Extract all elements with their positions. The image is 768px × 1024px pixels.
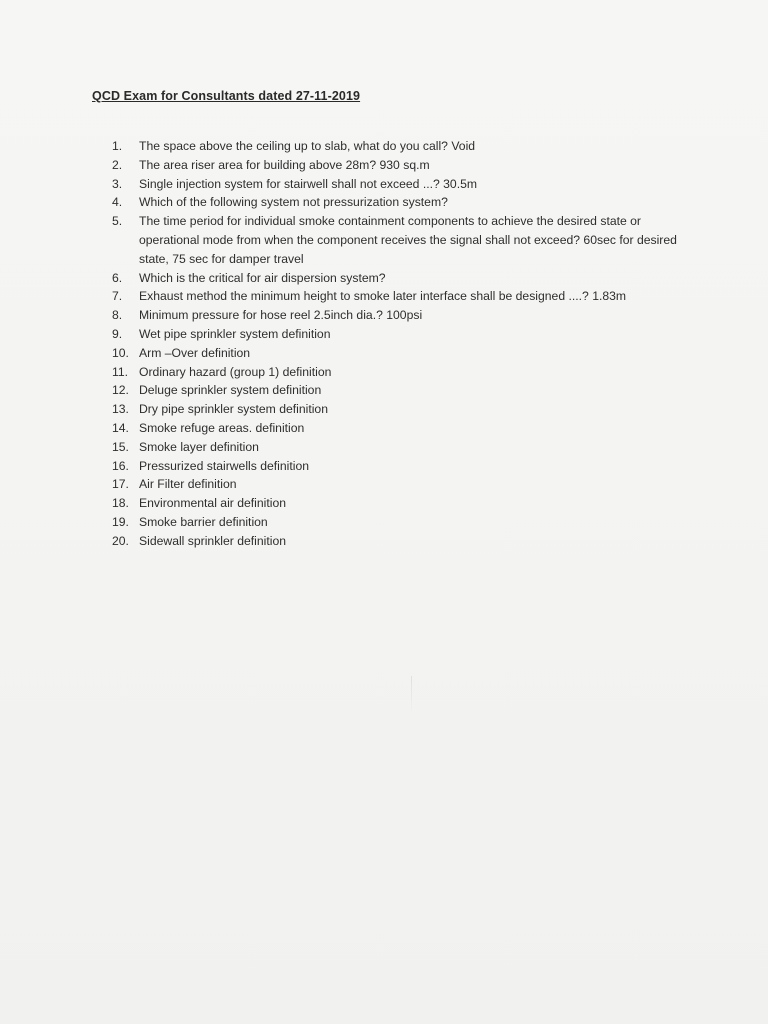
question-item	[112, 457, 702, 476]
question-item	[112, 156, 702, 175]
question-text: Which is the critical for air dispersion system?	[139, 270, 386, 285]
question-text: The time period for individual smoke containment components to achieve the desired state or operational mode from when the component receives the signal shall not exceed? 60sec for desired state, 75 sec for damper travel	[139, 214, 677, 266]
question-item	[112, 306, 702, 325]
question-text: The area riser area for building above 28m? 930 sq.m	[139, 157, 430, 172]
question-number: 13.	[112, 402, 129, 417]
question-text: Deluge sprinkler system definition	[139, 383, 322, 398]
question-item	[112, 325, 702, 344]
question-number: 17.	[112, 477, 129, 492]
question-item	[112, 475, 702, 494]
question-text: Smoke refuge areas. definition	[139, 420, 305, 435]
question-number: 7.	[112, 289, 123, 304]
question-item	[112, 175, 702, 194]
scan-mark	[411, 676, 412, 716]
question-number: 11.	[112, 364, 129, 379]
question-item	[112, 344, 702, 363]
question-number: 5.	[112, 214, 123, 229]
question-number: 10.	[112, 345, 129, 360]
question-number: 6.	[112, 270, 123, 285]
question-number: 8.	[112, 308, 123, 323]
question-item	[112, 419, 702, 438]
question-text: Exhaust method the minimum height to smoke later interface shall be designed ....? 1.83m	[139, 289, 627, 304]
question-number: 1.	[112, 139, 123, 153]
question-text: Air Filter definition	[139, 477, 237, 492]
question-item	[112, 212, 702, 268]
question-text: Smoke layer definition	[139, 439, 259, 454]
question-item	[112, 532, 702, 551]
question-item	[112, 400, 702, 419]
question-text: Arm –Over definition	[139, 345, 251, 360]
question-number: 19.	[112, 514, 129, 529]
question-item	[112, 494, 702, 513]
question-item	[112, 269, 702, 288]
question-text: Smoke barrier definition	[139, 514, 268, 529]
question-text: Single injection system for stairwell shall not exceed ...? 30.5m	[139, 176, 478, 191]
question-text: Ordinary hazard (group 1) definition	[139, 364, 332, 379]
question-number: 18.	[112, 496, 129, 511]
question-text: Sidewall sprinkler definition	[139, 533, 286, 548]
question-text: The space above the ceiling up to slab, what do you call? Void	[139, 139, 476, 153]
question-list	[112, 137, 702, 551]
question-number: 9.	[112, 326, 123, 341]
question-item	[112, 513, 702, 532]
question-number: 2.	[112, 157, 123, 172]
question-item	[112, 381, 702, 400]
question-text: Environmental air definition	[139, 496, 287, 511]
question-item	[112, 363, 702, 382]
question-text: Wet pipe sprinkler system definition	[139, 326, 331, 341]
question-text: Which of the following system not pressurization system?	[139, 195, 448, 210]
question-number: 12.	[112, 383, 129, 398]
question-text: Pressurized stairwells definition	[139, 458, 310, 473]
question-text: Dry pipe sprinkler system definition	[139, 402, 328, 417]
question-number: 4.	[112, 195, 123, 210]
question-item	[112, 137, 702, 156]
document-title: QCD Exam for Consultants dated 27-11-2019	[92, 89, 361, 103]
question-text: Minimum pressure for hose reel 2.5inch dia.? 100psi	[139, 308, 423, 323]
question-item	[112, 438, 702, 457]
question-item	[112, 193, 702, 212]
question-number: 14.	[112, 420, 129, 435]
question-number: 20.	[112, 533, 129, 548]
question-number: 3.	[112, 176, 123, 191]
question-number: 16.	[112, 458, 129, 473]
question-number: 15.	[112, 439, 129, 454]
question-item	[112, 287, 702, 306]
